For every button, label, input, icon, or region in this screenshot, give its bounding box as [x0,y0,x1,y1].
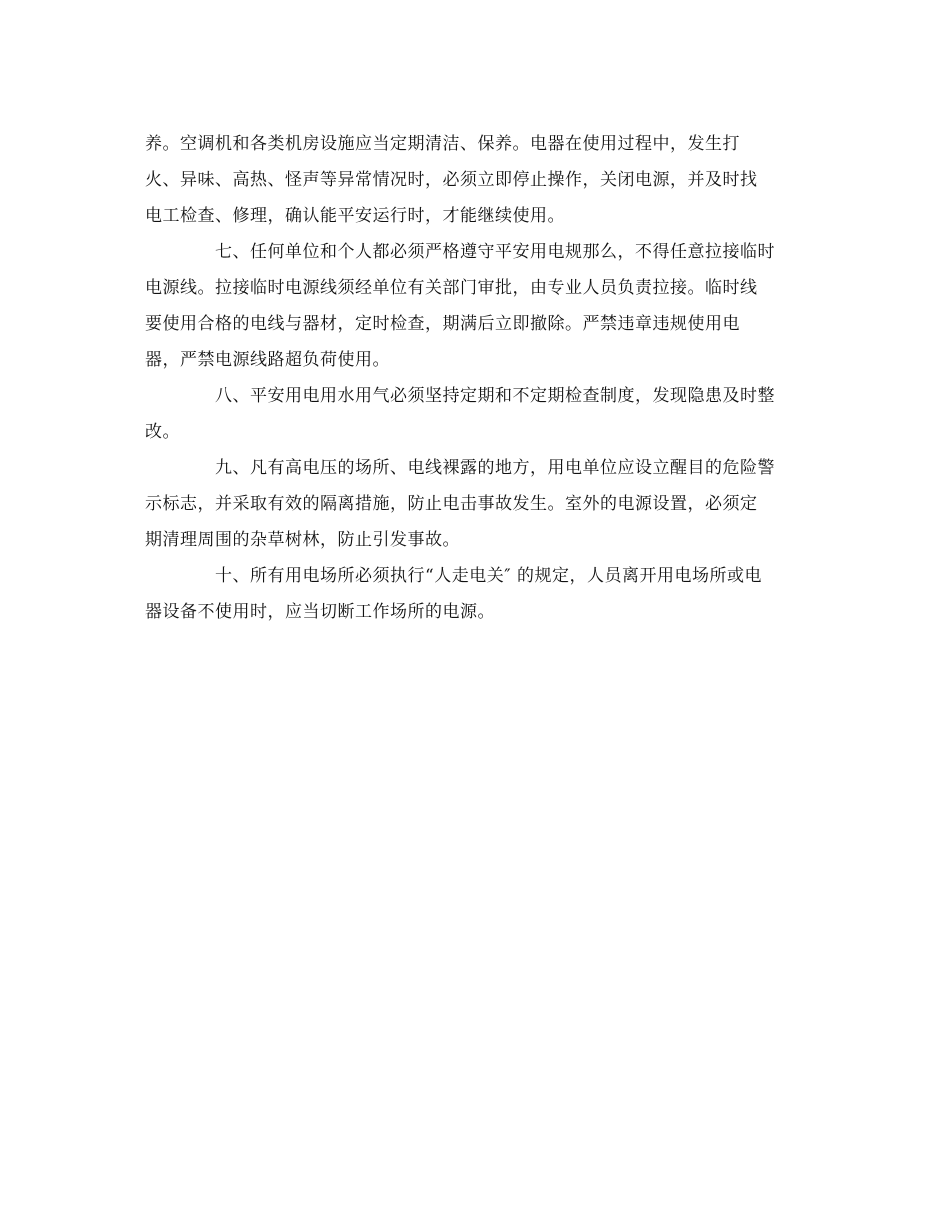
text-line: 电源线。拉接临时电源线须经单位有关部门审批，由专业人员负责拉接。临时线 [145,278,758,298]
text-line: 十、所有用电场所必须执行“人走电关″ 的规定，人员离开用电场所或电 [215,566,762,586]
text-line: 器设备不使用时，应当切断工作场所的电源。 [145,602,495,622]
text-line: 器，严禁电源线路超负荷使用。 [145,350,390,370]
paragraph-item-10 [145,558,810,630]
text-line: 九、凡有高电压的场所、电线裸露的地方，用电单位应设立醒目的危险警 [215,458,775,478]
paragraph-item-8 [145,378,810,450]
document-body [145,126,810,630]
text-line: 电工检查、修理，确认能平安运行时，才能继续使用。 [145,206,565,226]
paragraph-item-9 [145,450,810,558]
text-line: 改。 [145,422,180,442]
paragraph-item-7 [145,234,810,378]
text-line: 要使用合格的电线与器材，定时检查，期满后立即撤除。严禁违章违规使用电 [145,314,740,334]
text-line: 期清理周围的杂草树林，防止引发事故。 [145,530,460,550]
paragraph-maintenance [145,126,810,234]
text-line: 八、平安用电用水用气必须坚持定期和不定期检查制度，发现隐患及时整 [215,386,775,406]
text-line: 养。空调机和各类机房设施应当定期清洁、保养。电器在使用过程中，发生打 [145,134,740,154]
text-line: 火、异味、高热、怪声等异常情况时，必须立即停止操作，关闭电源，并及时找 [145,170,758,190]
text-line: 七、任何单位和个人都必须严格遵守平安用电规那么，不得任意拉接临时 [215,242,775,262]
text-line: 示标志，并采取有效的隔离措施，防止电击事故发生。室外的电源设置，必须定 [145,494,758,514]
